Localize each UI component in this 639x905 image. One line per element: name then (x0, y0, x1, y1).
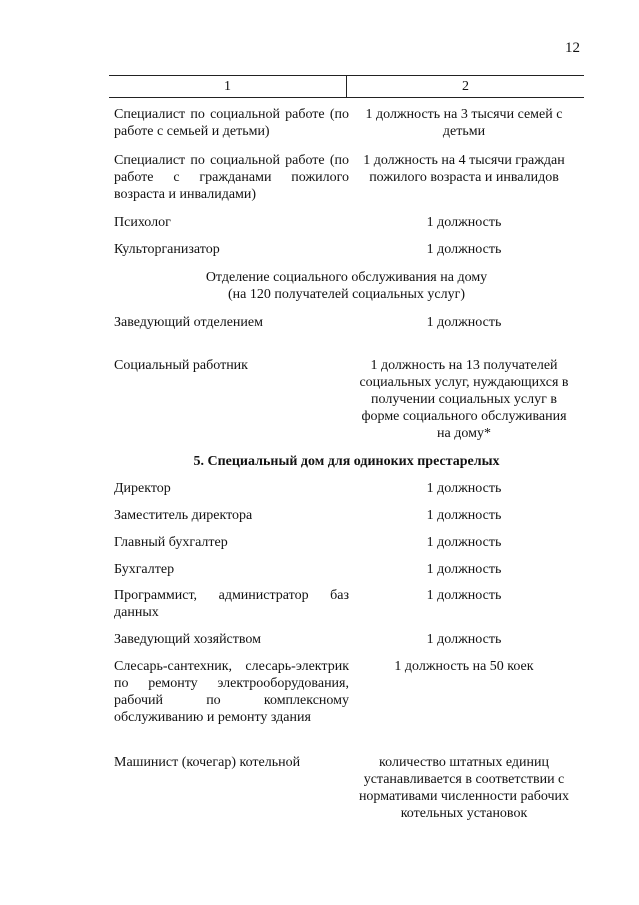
table-row (114, 658, 579, 726)
header-col-2: 2 (346, 76, 584, 97)
table-row (114, 314, 579, 331)
table-row (114, 214, 579, 231)
table-row (114, 152, 579, 203)
subsection-line-2: (на 120 получателей социальных услуг) (228, 287, 465, 302)
position-norm: 1 должность на 3 тысячи семей с детьми (365, 107, 563, 139)
page-number: 12 (565, 40, 580, 56)
subsection-line-1: Отделение социального обслуживания на дому (205, 270, 488, 285)
position-norm: 1 должность на 13 получателей социальных услуг, нуждающихся в получении социальных услуг в форме социального обслуживания на дому* (359, 358, 569, 441)
position-norm: 1 должность (426, 315, 502, 330)
position-name: Бухгалтер (114, 562, 175, 577)
table-row (114, 587, 579, 621)
table-row (114, 631, 579, 648)
table-row (114, 480, 579, 497)
table-row (114, 106, 579, 140)
position-name: Заведующий отделением (114, 315, 263, 330)
table-row (114, 534, 579, 551)
position-name: Заведующий хозяйством (114, 632, 261, 647)
position-norm: 1 должность (426, 535, 502, 550)
header-col-1: 1 (224, 79, 231, 94)
position-name: Психолог (114, 215, 171, 230)
position-norm: 1 должность (426, 215, 502, 230)
table-header (109, 75, 584, 98)
position-name: Специалист по социальной работе (по работе с гражданами пожилого возраста и инвалидами) (114, 153, 349, 202)
position-name: Слесарь-сантехник, слесарь-электрик по ремонту электрооборудования, рабочий по комплексному обслуживанию и ремонту здания (114, 659, 349, 725)
position-name: Главный бухгалтер (114, 535, 228, 550)
table-row (114, 357, 579, 442)
position-norm: 1 должность (426, 562, 502, 577)
subsection-heading (114, 269, 579, 303)
table-row (114, 754, 579, 822)
position-name: Культорганизатор (114, 242, 220, 257)
table-row (114, 561, 579, 578)
table-row (114, 241, 579, 258)
position-norm: 1 должность на 4 тысячи граждан пожилого возраста и инвалидов (363, 153, 565, 185)
position-norm: 1 должность (426, 588, 502, 603)
position-norm: 1 должность (426, 242, 502, 257)
position-name: Программист, администратор баз данных (114, 588, 349, 620)
position-name: Социальный работник (114, 358, 248, 373)
position-norm: 1 должность (426, 508, 502, 523)
position-name: Директор (114, 481, 171, 496)
table-row (114, 507, 579, 524)
position-name: Специалист по социальной работе (по работе с семьей и детьми) (114, 107, 349, 139)
position-name: Заместитель директора (114, 508, 253, 523)
section-heading: 5. Специальный дом для одиноких престарелых (193, 454, 500, 469)
position-norm: количество штатных единиц устанавливается в соответствии с нормативами численности рабочих котельных установок (358, 755, 570, 821)
position-name: Машинист (кочегар) котельной (114, 755, 301, 770)
position-norm: 1 должность (426, 481, 502, 496)
position-norm: 1 должность на 50 коек (394, 659, 534, 674)
position-norm: 1 должность (426, 632, 502, 647)
